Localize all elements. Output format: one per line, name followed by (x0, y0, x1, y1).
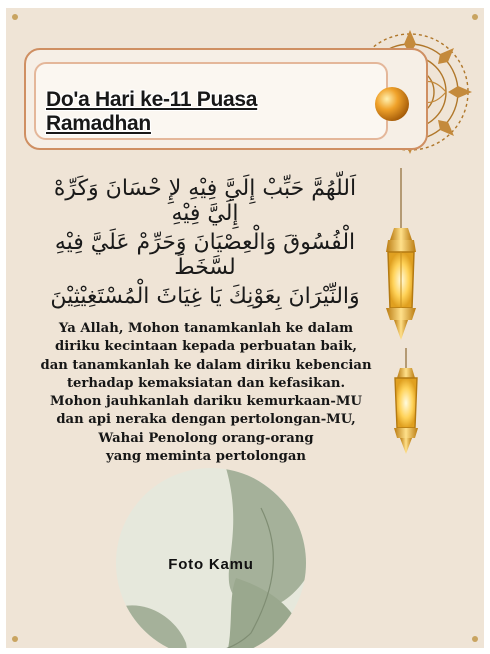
translation-line: Mohon jauhkanlah dariku kemurkaan-MU (50, 394, 362, 410)
poster-card (6, 8, 484, 648)
translation-text (16, 320, 396, 466)
translation-line: Wahai Penolong orang-orang (98, 430, 314, 446)
corner-dot (12, 14, 18, 20)
translation-line: dan api neraka dengan pertolongan-MU, (56, 412, 356, 428)
translation-line: dan tanamkanlah ke dalam diriku kebencian (40, 357, 372, 373)
translation-line: Ya Allah, Mohon tanamkanlah ke dalam (58, 321, 354, 336)
translation-line: yang meminta pertolongan (106, 449, 306, 465)
corner-dot (472, 14, 478, 20)
arabic-line-3: وَالنِّيْرَانَ بِعَوْنِكَ يَا غِيَاثَ الْمُسْتَغِيْثِيْنَ (50, 284, 360, 309)
banner-title: Do'a Hari ke-11 Puasa Ramadhan (46, 88, 258, 135)
corner-dot (12, 636, 18, 642)
arabic-line-1: اَللّهُمَّ حَبِّبْ إِلَيَّ فِيْهِ لإِ حْسَانَ وَكَرِّهْ إِلَيَّ فِيْهِ (53, 176, 357, 226)
corner-dot (472, 636, 478, 642)
photo-label: Foto Kamu (168, 556, 254, 573)
arabic-line-2: الْفُسُوقَ وَالْعِصْيَانَ وَحَرِّمْ عَلَيَّ فِيْهِ لسَّخَطَ (54, 230, 356, 280)
gold-orb-icon (372, 84, 412, 124)
translation-line: diriku kecintaan kepada perbuatan baik, (55, 339, 357, 355)
translation-line: terhadap kemaksiatan dan kefasikan. (66, 375, 346, 391)
